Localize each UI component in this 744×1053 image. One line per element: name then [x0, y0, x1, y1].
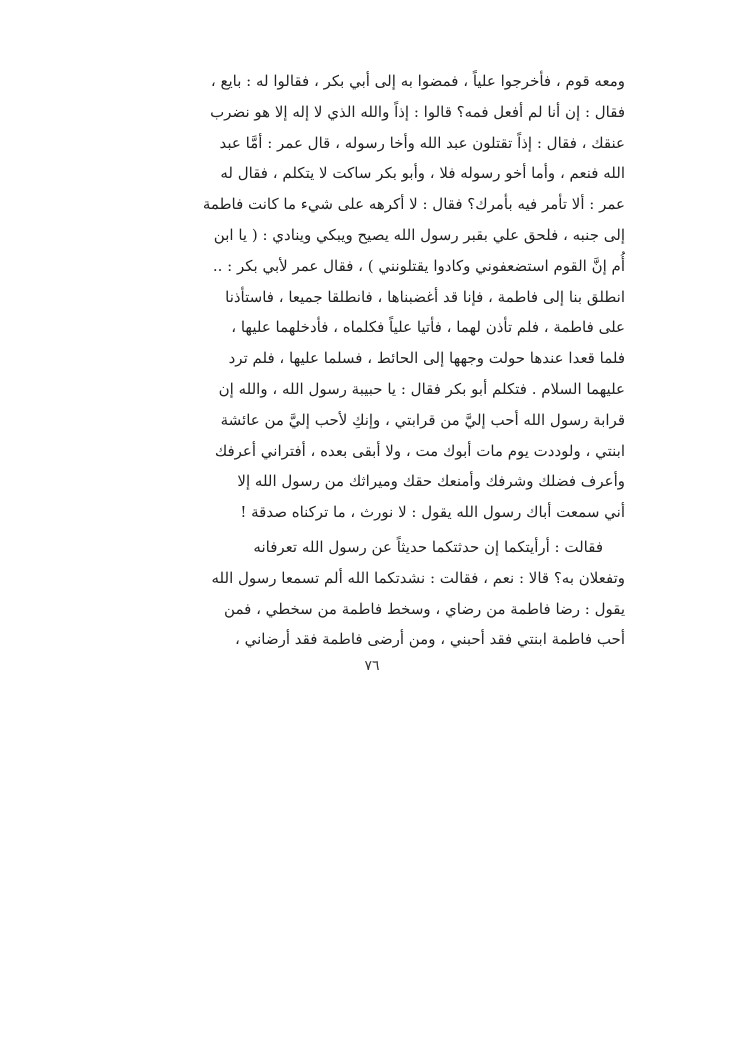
page-number: ٧٦ — [364, 658, 380, 674]
text-line: عنقك ، فقال : إذاً تقتلون عبد الله وأخا رسوله ، قال عمر : أمَّا عبد — [219, 133, 625, 152]
text-line: عمر : ألا تأمر فيه بأمرك؟ فقال : لا أكرهه على شيء ما كانت فاطمة — [202, 195, 625, 214]
text-line: عليهما السلام . فتكلم أبو بكر فقال : يا حبيبة رسول الله ، والله إن — [218, 379, 625, 398]
text-line: الله فنعم ، وأما أخو رسوله فلا ، وأبو بكر ساكت لا يتكلم ، فقال له — [220, 164, 625, 183]
text-line: وتفعلان به؟ قالا : نعم ، فقالت : نشدتكما الله ألم تسمعا رسول الله — [211, 568, 625, 587]
text-line: أُم إنَّ القوم استضعفوني وكادوا يقتلونني ) ، فقال عمر لأبي بكر : .. — [212, 256, 625, 275]
text-line: وأعرف فضلك وشرفك وأمنعك حقك وميراثك من رسول الله إلا — [237, 472, 625, 491]
text-line: فقال : إن أنا لم أفعل فمه؟ قالوا : إذاً والله الذي لا إله إلا هو نضرب — [210, 102, 625, 121]
text-line: ابنتي ، ولوددت يوم مات أبوك مت ، ولا أبقى بعده ، أفتراني أعرفك — [214, 441, 625, 460]
body-text — [114, 66, 625, 655]
text-line: على فاطمة ، فلم تأذن لهما ، فأتيا علياً فكلماه ، فأدخلهما عليها ، — [231, 318, 625, 337]
paragraph-1 — [114, 66, 625, 528]
text-line: أني سمعت أباك رسول الله يقول : لا نورث ، ما تركناه صدقة ! — [240, 503, 625, 522]
text-line: قرابة رسول الله أحب إليَّ من قرابتي ، وإنكِ لأحب إليَّ من عائشة — [220, 410, 625, 429]
text-line: ومعه قوم ، فأخرجوا علياً ، فمضوا به إلى أبي بكر ، فقالوا له : بايع ، — [210, 72, 625, 90]
text-line: فقالت : أرأيتكما إن حدثتكما حديثاً عن رسول الله تعرفانه — [253, 537, 603, 556]
text-line: انطلق بنا إلى فاطمة ، فإنا قد أغضبناها ، فانطلقا جميعا ، فاستأذنا — [225, 287, 625, 306]
text-line: أحب فاطمة ابنتي فقد أحبني ، ومن أرضى فاطمة فقد أرضاني ، — [235, 630, 625, 649]
text-line: إلى جنبه ، فلحق علي بقبر رسول الله يصيح ويبكي وينادي : ( يا ابن — [213, 225, 625, 244]
text-line: يقول : رضا فاطمة من رضاي ، وسخط فاطمة من سخطي ، فمن — [224, 599, 625, 618]
text-line: فلما قعدا عندها حولت وجهها إلى الحائط ، فسلما عليها ، فلم ترد — [228, 349, 625, 368]
paragraph-2 — [114, 532, 625, 655]
